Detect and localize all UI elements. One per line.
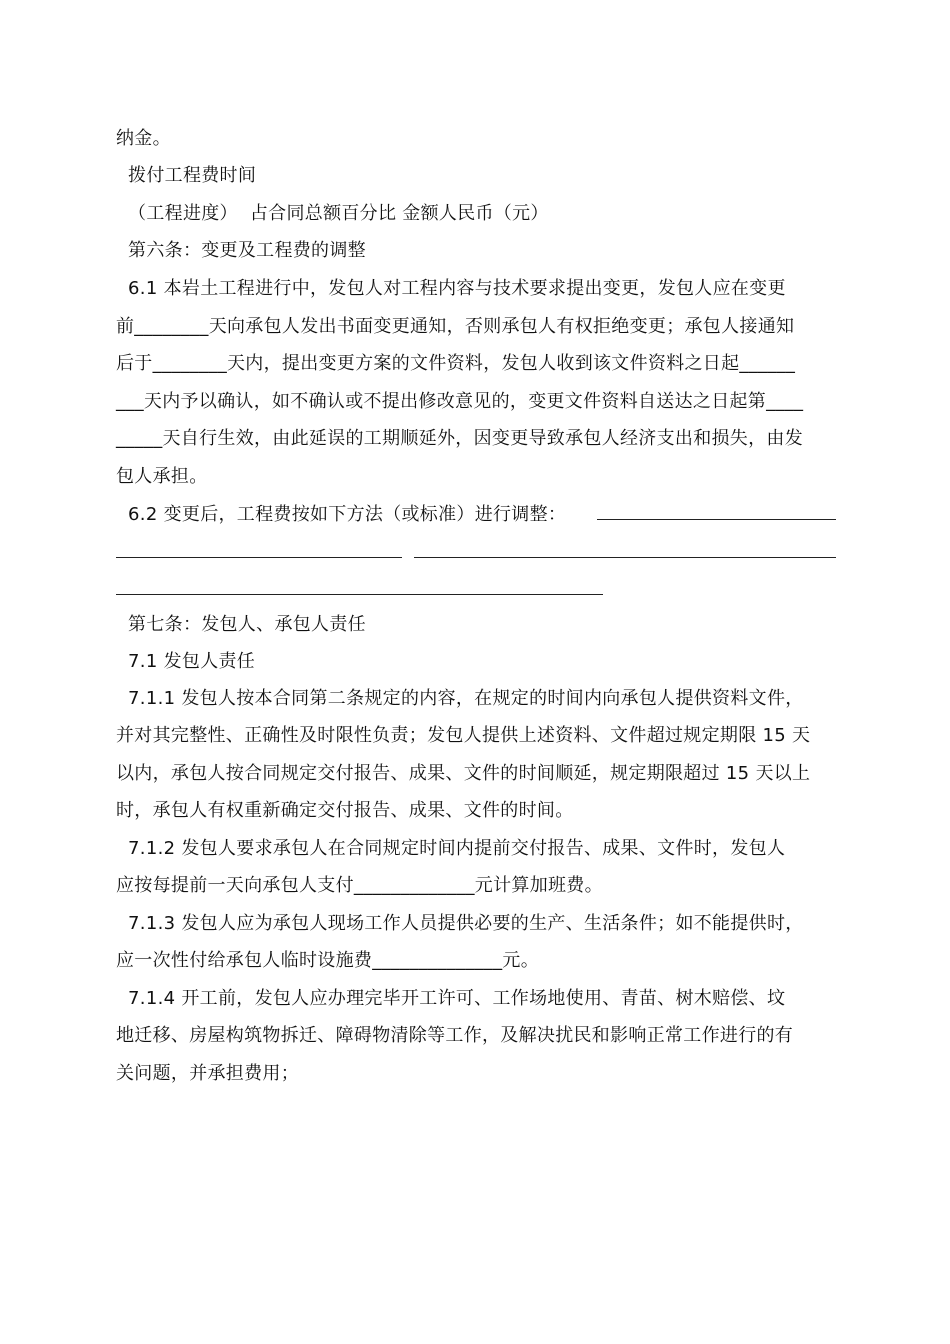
text-line: 拨付工程费时间 [116,165,257,186]
text-line: 6.1 本岩土工程进行中，发包人对工程内容与技术要求提出变更，发包人应在变更 [116,278,786,299]
text-line: 时，承包人有权重新确定交付报告、成果、文件的时间。 [116,800,574,821]
blank-line [116,594,603,595]
text-line: _____天自行生效，由此延误的工期顺延外，因变更导致承包人经济支出和损失，由发 [116,428,803,449]
text-line: 包人承担。 [116,466,208,487]
text-line: 关问题，并承担费用； [116,1063,299,1084]
text-line: 地迁移、房屋构筑物拆迁、障碍物清除等工作，及解决扰民和影响正常工作进行的有 [116,1025,794,1046]
blank-line [597,519,836,520]
text-line: 7.1.4 开工前，发包人应办理完毕开工许可、工作场地使用、青苗、树木赔偿、坟 [116,988,786,1009]
text-line: 7.1 发包人责任 [116,651,256,672]
text-line: ___天内予以确认，如不确认或不提出修改意见的，变更文件资料自送达之日起第____ [116,391,804,412]
text-line: 以内，承包人按合同规定交付报告、成果、文件的时间顺延，规定期限超过 15 天以上 [116,763,811,784]
section-heading: 第六条：变更及工程费的调整 [116,240,366,261]
text-line: 7.1.3 发包人应为承包人现场工作人员提供必要的生产、生活条件；如不能提供时， [116,913,804,934]
text-line: 并对其完整性、正确性及时限性负责；发包人提供上述资料、文件超过规定期限 15 天 [116,725,811,746]
blank-line [116,557,402,558]
blank-line [414,557,836,558]
text-line: （工程进度） 占合同总额百分比 金额人民币（元） [116,203,549,224]
section-heading: 第七条：发包人、承包人责任 [116,614,366,635]
text-line: 6.2 变更后，工程费按如下方法（或标准）进行调整： [116,504,567,525]
text-line: 前________天向承包人发出书面变更通知，否则承包人有权拒绝变更；承包人接通知 [116,316,795,337]
text-line: 7.1.2 发包人要求承包人在合同规定时间内提前交付报告、成果、文件时，发包人 [116,838,786,859]
text-line: 后于________天内，提出变更方案的文件资料，发包人收到该文件资料之日起______ [116,353,796,374]
text-line: 纳金。 [116,128,171,149]
text-line: 应按每提前一天向承包人支付_____________元计算加班费。 [116,875,603,896]
text-line: 7.1.1 发包人按本合同第二条规定的内容，在规定的时间内向承包人提供资料文件， [116,688,804,709]
text-line: 应一次性付给承包人临时设施费______________元。 [116,950,539,971]
